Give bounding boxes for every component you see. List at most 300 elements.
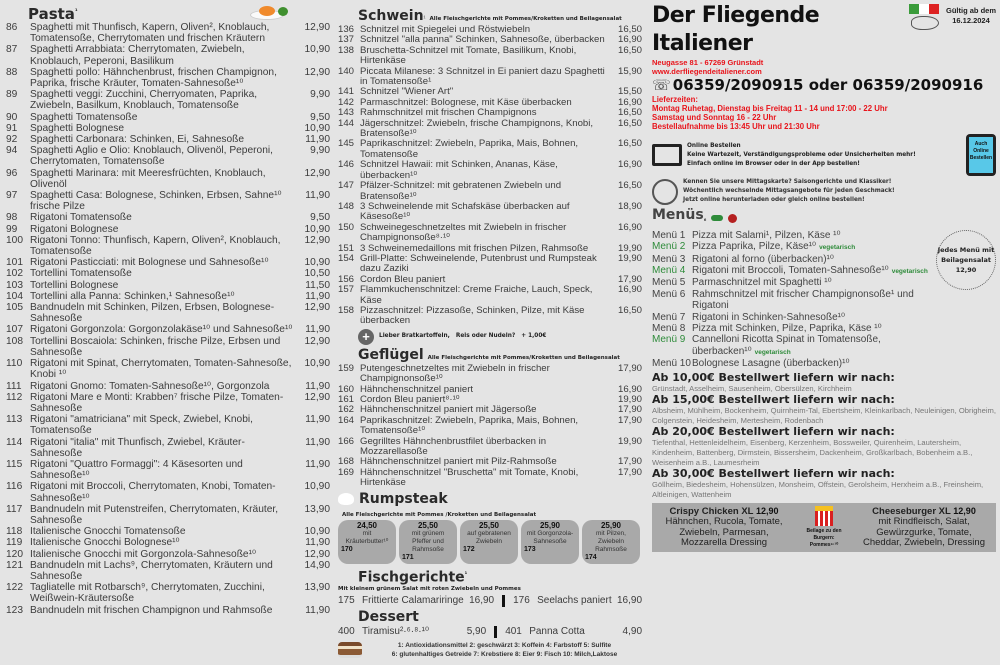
menu-item-row [6,212,330,223]
menu-item-row [6,605,330,616]
item-name: Spaghetti Carbonara: Schinken, Ei, Sahnesoße [30,134,245,146]
rumpsteak-list [338,520,642,564]
item-price: 19,90 [617,252,642,264]
item-number: 104 [6,290,23,302]
phone-numbers[interactable]: 06359/2090915 oder 06359/2090916 [672,76,984,94]
item-price: 17,90 [617,466,642,478]
item-name: Putengeschnetzeltes mit Zwiebeln in frischer Champignonsoße¹⁰ [360,362,550,385]
burger-side-note [796,528,852,549]
menu-item-row [6,437,330,459]
menu-body [692,323,931,334]
menu-item-row [6,257,330,268]
item-number: 166 [338,435,355,447]
lunch-line3[interactable]: Jetzt online herunterladen oder gleich online bestellen! [683,197,865,203]
item-price: 9,50 [310,111,330,123]
item-number: 94 [6,145,18,157]
item-price: 16,90 [617,159,642,171]
item-number: 89 [6,89,18,101]
option-price: 24,50 [356,520,378,530]
menu-deal [652,230,931,241]
clock-icon [652,179,678,205]
item-name: Rigatoni "Quattro Formaggi": 4 Käsesorten und Sahnesoße¹⁰ [30,458,243,482]
item-price: 11,90 [305,380,330,392]
item-name: Frittierte Calamariringe [362,595,464,607]
rumpsteak-option [460,520,518,564]
vegetarian-tag: vegetarisch [819,244,856,252]
item-name: Italienische Gnocchi Bolognese¹⁰ [30,537,180,549]
item-number: 117 [6,503,23,515]
item-name: Schnitzel Hawaii: mit Schinken, Ananas, Käse, überbacken¹⁰ [360,159,558,181]
item-name: Rahmschnitzel mit frischen Champignons [360,107,537,119]
allergens [367,641,642,659]
vegetarian-tag: vegetarisch [891,268,928,276]
item-name: Panna Cotta [529,626,585,638]
menu-body [692,265,931,277]
item-number: 87 [6,44,18,56]
schwein-section [338,9,642,345]
item-name: Bandnudeln mit Schinken, Pilzen, Erbsen, Bolognese-Sahnesoße [30,302,275,325]
online-line2[interactable]: Einfach online im Browser oder in der App bestellen! [687,160,860,167]
item-price: 16,90 [617,221,642,233]
item-number: 150 [338,221,355,233]
menu-deal [652,254,931,265]
menu-item-row [6,145,330,167]
item-name: Rigatoni Gnomo: Tomaten-Sahnesoße¹⁰, Gorgonzola [30,380,270,392]
item-number: 154 [338,252,355,264]
item-price: 10,90 [304,526,330,538]
dessert-title: Dessert [358,609,419,626]
menu-name: Bolognese Lasagne (überbacken)¹⁰ [692,358,850,370]
dessert-row [338,626,642,638]
rumpsteak-option [399,520,457,564]
option-name: mit Gorgonzola-Sahnesoße [526,529,574,545]
item-number: 151 [338,242,355,254]
item-number: 114 [6,436,23,448]
item-name: Jägerschnitzel: Zwiebeln, frische Champignons, Knobi, Bratensoße¹⁰ [360,117,594,140]
side-upgrade-line2: Reis oder Nudeln? [455,333,516,340]
lunch-line1: Kennen Sie unsere Mittagskarte? Saisongerichte und Klassiker! [683,179,892,185]
item-price: 12,90 [304,234,330,246]
menu-item-row [6,381,330,392]
option-number: 174 [585,553,597,561]
item-price: 12,90 [304,302,330,314]
website-link[interactable]: www.derfliegendeitaliener.com [652,67,762,76]
item-number: 147 [338,180,355,192]
item-price: 9,50 [310,212,330,224]
pepper-icon [711,215,723,221]
hours-weekdays: Montag Ruhetag, Dienstag bis Freitag 11 - 14 und 17:00 - 22 Uhr [652,104,888,113]
schwein-list [338,25,642,327]
delivery-threshold: Ab 20,00€ Bestellwert liefern wir nach: [652,424,895,438]
item-number: 141 [338,86,355,98]
item-name: Bruschetta-Schnitzel mit Tomate, Basilikum, Knobi, Hirtenkäse [360,44,577,67]
item-name: Italienische Gnocchi mit Gorgonzola-Sahnesoße¹⁰ [30,548,257,560]
menu-item-row [6,89,330,111]
item-price: 16,90 [617,284,642,296]
menu-body [692,230,931,241]
item-name: Tiramisu²·⁶·⁸·¹⁰ [362,626,429,638]
rumpsteak-option [338,520,396,564]
item-name: Rigatoni mit Spinat, Cherrytomaten, Tomaten-Sahnesoße, Knobi ¹⁰ [30,358,292,381]
item-price: 11,90 [305,190,330,202]
item-name: Hähnchenschnitzel paniert [360,383,474,395]
item-price: 16,50 [617,24,642,35]
menu-name: Rigatoni al forno (überbacken)¹⁰ [692,253,834,265]
item-number: 157 [338,284,355,296]
burger-box [652,503,996,552]
badge-line1: Jedes Menü mit [937,245,995,254]
hours-order-cutoff: Bestellaufnahme bis 13:45 Uhr und 21:30 Uhr [652,122,820,131]
divider [502,595,505,607]
menu-item-row [6,358,330,380]
item-number: 111 [6,380,22,392]
item-number: 136 [338,24,355,35]
menu-item-row [338,364,642,385]
item-price: 10,90 [304,44,330,56]
item-number: 108 [6,335,23,347]
item-name: Rigatoni Pasticciati: mit Bolognese und Sahnesoße¹⁰ [30,257,269,269]
item-price: 17,90 [617,362,642,374]
item-name: Gegrilltes Hähnchenbrustfilet überbacken in Mozzarellasoße [360,435,547,458]
tomato-icon [728,214,737,223]
item-number: 105 [6,302,23,314]
item-name: Cordon Bleu paniert⁸·¹⁰ [360,394,460,405]
item-number: 98 [6,212,18,224]
item-number: 160 [338,383,355,395]
phone-hand-icon[interactable] [966,134,996,176]
italian-flag-icon [909,4,939,14]
item-name: Hähnchenschnitzel "Bruschetta" mit Tomate, Knobi, Hirtenkäse [360,466,579,489]
item-name: Piccata Milanese: 3 Schnitzel in Ei paniert dazu Spaghetti in Tomatensoße¹ [360,65,605,88]
menu-item-row [6,336,330,358]
menu-item-row [6,123,330,134]
menu-badge [936,230,996,290]
menu-body [692,312,931,323]
item-price: 12,90 [304,335,330,347]
item-price: 16,50 [617,304,642,316]
item-number: 103 [6,279,23,291]
item-name: Tagliatelle mit Rotbarsch⁹, Cherrytomaten, Zucchini, Weißwein-Kräutersoße [30,582,265,605]
item-number: 102 [6,268,23,280]
valid-label: Gültig ab dem [945,6,996,15]
menu-deal [652,358,931,369]
badge-line2: Beilagensalat [941,255,991,264]
burger-desc: mit Rindfleisch, Salat, Gewürzgurke, Tomate, Cheddar, Zwiebeln, Dressing [863,516,985,549]
item-number: 107 [6,324,23,336]
item-name: Spaghetti Tomatensoße [30,111,138,123]
pasta-title-sup: ¹ [74,8,78,15]
divider [494,626,497,638]
menu-item-row [6,302,330,324]
gefluegel-section [338,348,642,489]
side-upgrade-line1: Lieber Bratkartoffeln, [379,333,450,340]
item-name: Spaghetti Casa: Bolognese, Schinken, Erbsen, Sahne¹⁰ frische Pilze [30,190,282,213]
menu-label: Menü 5 [652,277,686,289]
menu-label: Menü 8 [652,323,686,335]
menu-name: Pizza Paprika, Pilze, Käse¹⁰ [692,241,817,253]
bull-icon [338,493,354,505]
side-upgrade-note [379,332,546,341]
side-line1: Beilage zu den Burgern: [806,527,842,541]
menu-item-row [6,291,330,302]
item-number: 101 [6,257,23,269]
option-price: 25,50 [417,520,439,530]
item-price: 12,90 [304,22,330,33]
item-number: 116 [6,481,23,493]
item-price: 5,90 [466,626,487,638]
menu-label: Menü 10 [652,358,691,370]
item-number: 159 [338,362,355,374]
left-column [0,2,334,616]
item-number: 90 [6,111,18,123]
menu-name: Rahmschnitzel mit frischer Champignonsoße¹ und Rigatoni [692,288,914,312]
item-price: 16,50 [617,117,642,129]
item-number: 112 [6,391,23,403]
item-price: 11,90 [305,290,330,302]
item-price: 18,90 [617,200,642,212]
burger-price: 12,90 [755,505,779,516]
rumpsteak-subtitle: Alle Fleischgerichte mit Pommes /Kroketten und Beilagensalat [342,511,537,518]
menu-item-row [6,549,330,560]
delivery-threshold: Ab 30,00€ Bestellwert liefern wir nach: [652,466,895,480]
fisch-title-sup: ¹ [464,570,468,578]
delivery-threshold: Ab 10,00€ Bestellwert liefern wir nach: [652,370,895,384]
menu-deal [652,265,931,277]
item-name: Parmaschnitzel: Bolognese, mit Käse überbacken [360,96,572,108]
item-name: Cordon Bleu paniert [360,273,446,285]
menu-name: Rigatoni in Schinken-Sahnesoße¹⁰ [692,311,845,323]
item-price: 14,90 [304,559,330,571]
item-name: Bandnudeln mit Putenstreifen, Cherrytomaten, Kräuter, Sahnesoße [30,503,279,526]
item-name: Hähnchenschnitzel paniert mit Jägersoße [360,404,537,416]
item-price: 12,90 [304,167,330,179]
menu-item-row [6,268,330,279]
item-name: Tortellini Boscaiola: Schinken, frische Pilze, Erbsen und Sahnesoße [30,335,281,358]
fisch-title: Fischgerichte [358,569,465,586]
menu-item-row [6,280,330,291]
item-price: 13,90 [304,503,330,515]
item-number: 400 [338,626,355,638]
pasta-plate-icon [250,6,290,20]
item-price: 17,90 [617,456,642,468]
middle-column [334,2,646,659]
menu-body [692,241,931,253]
option-name: auf gebratenen Zwiebeln [467,529,511,545]
fisch-subtitle: Mit kleinem grünem Salat mit roten Zwiebeln und Pommes [338,586,521,593]
item-number: 119 [6,537,23,549]
item-number: 115 [6,458,23,470]
menu-name: Pizza mit Schinken, Pilze, Paprika, Käse ¹⁰ [692,323,882,335]
menu-item-row [6,560,330,582]
menu-item-row [6,504,330,526]
item-name: Rigatoni mit Broccoli, Cherrytomaten, Knobi, Tomaten-Sahnesoße¹⁰ [30,481,276,504]
item-name: 3 Schweinemedaillons mit frischen Pilzen, Rahmsoße [360,242,589,254]
option-number: 170 [341,545,353,553]
item-number: 86 [6,22,18,33]
menu-item-row [6,481,330,503]
item-number: 100 [6,234,23,246]
item-price: 13,90 [304,582,330,594]
gefluegel-title: Geflügel [358,346,424,363]
item-number: 145 [338,138,355,150]
menu-label: Menü 6 [652,288,686,300]
item-number: 146 [338,159,355,171]
item-number: 110 [6,358,23,370]
menu-item-row [338,119,642,140]
item-number: 97 [6,190,18,202]
menu-item-row [6,112,330,123]
menu-item-row [6,22,330,44]
item-name: Schnitzel "alla panna" Schinken, Sahnesoße, überbacken [360,34,605,46]
item-number: 91 [6,122,18,134]
item-number: 142 [338,96,355,108]
allergens-line1: 1: Antioxidationsmittel 2: geschwärzt 3: Koffein 4: Farbstoff 5: Sulfite [397,642,612,650]
item-price: 12,90 [304,548,330,560]
menus-title-text: Menüs [652,207,704,223]
item-name: Paprikaschnitzel: Zwiebeln, Paprika, Mais, Bohnen, Tomatensoße¹⁰ [360,414,579,437]
menu-deal [652,241,931,253]
item-price: 16,50 [617,180,642,192]
item-name: Tortellini alla Panna: Schinken,¹ Sahnesoße¹⁰ [30,290,235,302]
side-upgrade-price: + 1,00€ [521,333,547,340]
menu-item-row [6,582,330,604]
lunch-row [652,178,996,205]
address: Neugasse 81 - 67269 Grünstadt [652,58,764,67]
item-name: Hähnchenschnitzel paniert mit Pilz-Rahmsoße [360,456,557,468]
schwein-title-sup: ¹ [423,16,426,22]
menu-item-row [338,254,642,275]
item-number: 148 [338,200,355,212]
item-number: 144 [338,117,355,129]
item-price: 10,90 [304,481,330,493]
item-name: Spaghetti Marinara: mit Meeresfrüchten, Knoblauch, Olivenöl [30,167,266,190]
item-price: 16,90 [617,96,642,108]
item-name: Rigatoni "italia" mit Thunfisch, Zwiebel, Kräuter-Sahnesoße [30,436,245,459]
badge-price: 12,90 [955,265,977,274]
item-number: 99 [6,223,18,235]
option-price: 25,90 [539,520,561,530]
online-line1: Keine Wartezeit, Verständigungsprobleme oder Unsicherheiten mehr! [687,151,916,158]
item-number: 113 [6,414,23,426]
burger-side [796,506,852,549]
item-price: 10,90 [304,358,330,370]
menu-label: Menü 3 [652,253,686,265]
item-price: 10,90 [304,223,330,235]
item-name: Spaghetti pollo: Hähnchenbrust, frischen Champignon, Paprika, frische Kräuter, Tomaten-Sahnesoße¹⁰ [30,66,277,90]
address-block [652,58,996,76]
menus-title-sup: ⁶ [703,217,707,225]
header-row [652,2,996,58]
item-name: Tortellini Tomatensoße [30,268,132,280]
item-name: Schnitzel "Wiener Art" [360,86,454,98]
telephone-icon: ☏ [652,77,671,94]
menu-item-row [338,46,642,67]
menu-name: Parmaschnitzel mit Spaghetti ¹⁰ [692,277,832,289]
menu-item-row [338,416,642,437]
menu-item-row [6,224,330,235]
item-name: Rigatoni Mare e Monti: Krabben⁷ frische Pilze, Tomaten-Sahnesoße [30,391,284,414]
menu-item-row [6,235,330,257]
menu-item-row [6,190,330,212]
item-number: 118 [6,526,23,538]
menu-body [692,334,931,358]
item-number: 158 [338,304,355,316]
right-column [646,2,1000,552]
menu-item-row [338,437,642,458]
menu-label: Menü 2 [652,241,686,253]
item-name: Rigatoni Gorgonzola: Gorgonzolakäse¹⁰ und Sahnesoße¹⁰ [30,324,293,336]
menu-item-row [6,168,330,190]
fisch-section [338,567,642,660]
delivery-towns: Göllheim, Biedesheim, Hohensülzen, Monsheim, Offstein, Gerolsheim, Herxheim a.B., Freinsheim, Altleinigen, Wattenheim [652,479,984,499]
item-name: Spaghetti Aglio e Olio: Knoblauch, Olivenöl, Peperoni, Cherrytomaten, Tomatensoße [30,145,273,168]
item-number: 120 [6,548,23,560]
burger-item [856,506,992,549]
item-price: 12,90 [304,391,330,403]
restaurant-title: Der Fliegende Italiener [652,3,820,56]
menu-deal [652,323,931,334]
item-price: 19,90 [617,242,642,254]
item-number: 88 [6,66,18,78]
item-name: Bandnudeln mit Lachs⁹, Cherrytomaten, Kräutern und Sahnesoße [30,559,273,582]
item-number: 96 [6,167,18,179]
item-number: 161 [338,394,355,405]
valid-from [946,2,996,26]
menu-name: Rigatoni mit Broccoli, Tomaten-Sahnesoße¹⁰ [692,265,889,277]
tiramisu-icon [338,642,362,658]
item-name: Rigatoni Tonno: Thunfisch, Kapern, Oliven², Knoblauch, Tomatensoße [30,234,281,258]
item-name: Tortellini Bolognese [30,279,119,291]
menu-item-row [338,160,642,181]
item-number: 164 [338,414,355,426]
item-number: 176 [513,595,530,607]
item-number: 138 [338,44,355,56]
online-row [652,134,996,176]
burger-price: 12,90 [953,505,976,516]
fisch-row [338,595,642,607]
burger-name: Crispy Chicken XL [669,505,754,517]
item-number: 401 [505,626,522,638]
schwein-subtitle: Alle Fleischgerichte mit Pommes/Kroketten und Beilagensalat [429,16,622,22]
side-line2: Pommes⁶·¹⁰ [809,541,839,548]
item-name: Schweinegeschnetzeltes mit Zwiebeln in frischer Champignonsoße⁸·¹⁰ [360,221,567,244]
menu-deal [652,334,931,358]
schwein-title: Schwein [358,8,424,24]
item-number: 121 [6,559,23,571]
burger-name: Cheeseburger XL [872,505,951,517]
menu-deal [652,312,931,323]
menu-name: Cannelloni Ricotta Spinat in Tomatensoße, überbacken¹⁰ [692,334,881,357]
item-price: 19,90 [617,435,642,447]
delivery-towns: Albsheim, Mühlheim, Bockenheim, Quirnheim-Tal, Ebertsheim, Kleinkarlbach, Neuleinigen, Obrigheim, Colgenstein, Heidesheim, Mertesheim, Rodenbach [652,405,996,425]
menu-item-row [6,537,330,548]
item-price: 11,90 [305,414,330,426]
menu-item-row [6,459,330,481]
item-price: 15,50 [617,86,642,98]
item-price: 19,90 [617,394,642,405]
item-name: Grill-Platte: Schweinelende, Putenbrust und Rumpsteak dazu Zaziki [360,252,597,275]
item-price: 10,90 [304,257,330,269]
phone-row [652,76,996,95]
option-name: mit grünem Pfeffer und Rahmsoße [411,529,445,553]
item-price: 10,50 [304,268,330,280]
item-name: Italienische Gnocchi Tomatensoße [30,526,186,538]
option-number: 172 [463,545,475,553]
menu-item-row [338,468,642,489]
item-number: 123 [6,604,23,616]
item-price: 11,90 [305,134,330,146]
option-name: mit Pilzen, Zwiebeln Rahmsoße [595,529,627,553]
